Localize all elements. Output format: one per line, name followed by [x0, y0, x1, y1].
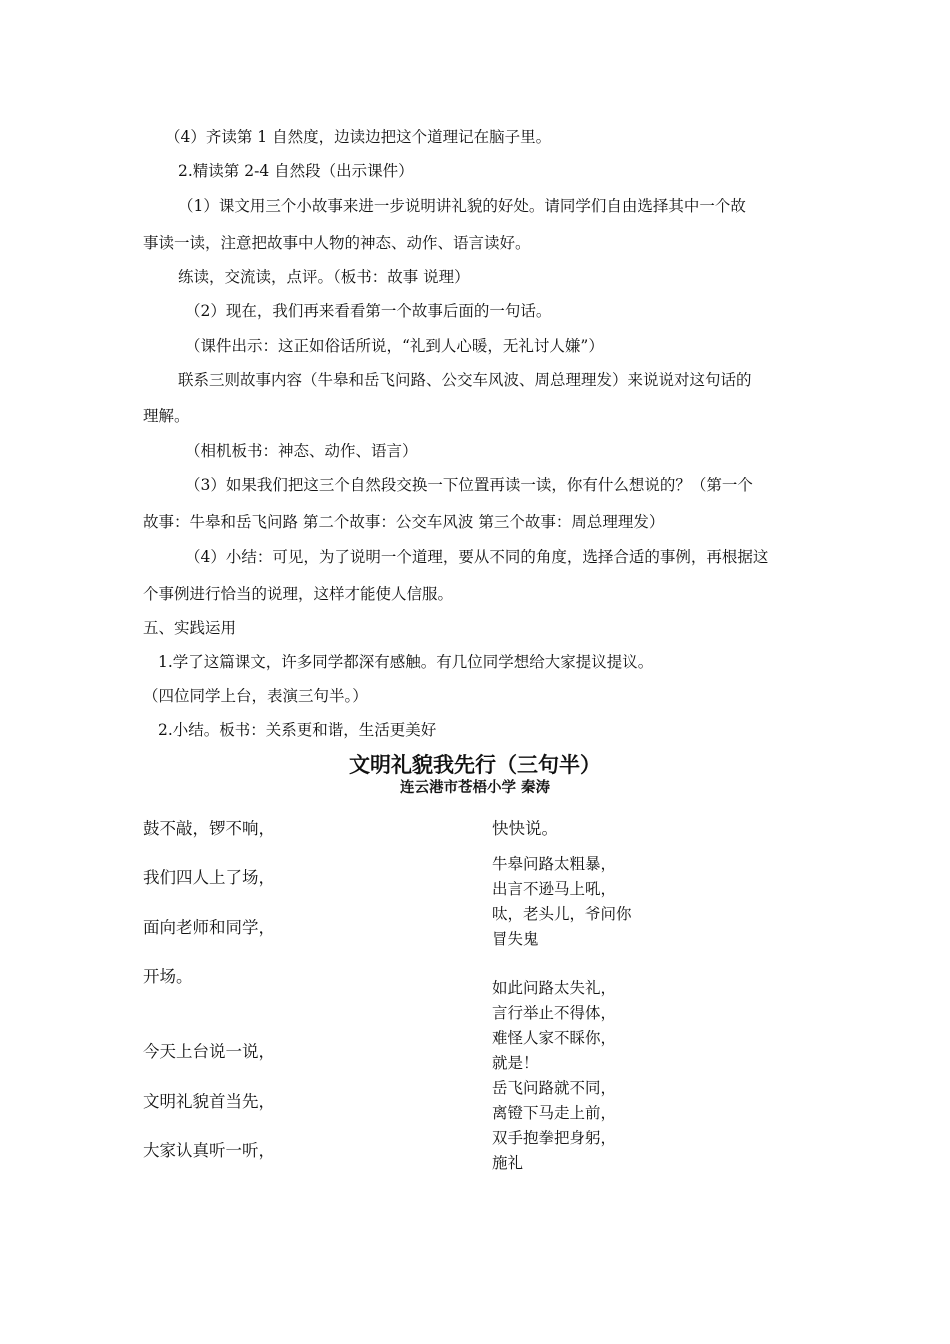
- right-verse-line: 牛皋问路太粗暴，: [492, 855, 617, 873]
- paragraph: 练读，交流读，点评。（板书：故事 说理）: [178, 268, 470, 286]
- paragraph: 2.小结。板书：关系更和谐，生活更美好: [158, 721, 437, 739]
- paragraph: （4）小结：可见，为了说明一个道理，要从不同的角度，选择合适的事例，再根据这: [185, 548, 769, 566]
- paragraph: 事读一读，注意把故事中人物的神态、动作、语言读好。: [143, 234, 531, 252]
- right-verse-head: 快快说。: [492, 819, 558, 838]
- paragraph: 故事：牛皋和岳飞问路 第二个故事：公交车风波 第三个故事：周总理理发）: [143, 513, 665, 531]
- paragraph: （4）齐读第 1 自然度，边读边把这个道理记在脑子里。: [165, 128, 552, 146]
- right-verse-line: 呔，老头儿，爷问你: [492, 905, 632, 923]
- paragraph: （2）现在，我们再来看看第一个故事后面的一句话。: [185, 302, 552, 320]
- right-verse-line: 难怪人家不睬你，: [492, 1029, 617, 1047]
- left-verse-line: 鼓不敲，锣不响，: [143, 819, 275, 838]
- paragraph: （四位同学上台，表演三句半。）: [143, 687, 368, 705]
- paragraph: 理解。: [143, 407, 190, 425]
- left-verse-line: 我们四人上了场，: [143, 868, 275, 887]
- paragraph: 1.学了这篇课文，许多同学都深有感触。有几位同学想给大家提议提议。: [158, 653, 654, 671]
- right-verse-line: 施礼: [492, 1154, 524, 1172]
- right-verse-line: 如此问路太失礼，: [492, 979, 617, 997]
- paragraph: 个事例进行恰当的说理，这样才能使人信服。: [143, 585, 454, 603]
- paragraph: （3）如果我们把这三个自然段交换一下位置再读一读，你有什么想说的？（第一个: [185, 476, 753, 494]
- section-heading: 五、实践运用: [143, 619, 237, 637]
- piece-author: 连云港市苍梧小学 秦涛: [399, 780, 551, 796]
- right-verse-line: 出言不逊马上吼，: [492, 880, 617, 898]
- piece-title: 文明礼貌我先行（三句半）: [349, 753, 601, 777]
- left-verse-line: 今天上台说一说，: [143, 1042, 275, 1061]
- right-verse-line: 双手抱拳把身躬，: [492, 1129, 617, 1147]
- right-verse-line: 离镫下马走上前，: [492, 1104, 617, 1122]
- paragraph: 联系三则故事内容（牛皋和岳飞问路、公交车风波、周总理理发）来说说对这句话的: [178, 371, 752, 389]
- right-verse-line: 言行举止不得体，: [492, 1004, 617, 1022]
- right-verse-line: 冒失鬼: [492, 930, 539, 948]
- left-verse-line: 开场。: [143, 967, 193, 986]
- right-verse-line: 就是！: [492, 1054, 539, 1072]
- left-verse-line: 文明礼貌首当先，: [143, 1092, 275, 1111]
- paragraph: （1）课文用三个小故事来进一步说明讲礼貌的好处。请同学们自由选择其中一个故: [178, 197, 746, 215]
- left-verse-line: 面向老师和同学，: [143, 918, 275, 937]
- right-verse-line: 岳飞问路就不同，: [492, 1079, 617, 1097]
- paragraph: 2.精读第 2-4 自然段（出示课件）: [178, 162, 414, 180]
- paragraph: （相机板书：神态、动作、语言）: [185, 442, 418, 460]
- paragraph: （课件出示：这正如俗话所说，“礼到人心暖，无礼讨人嫌”）: [185, 337, 604, 355]
- left-verse-line: 大家认真听一听，: [143, 1141, 275, 1160]
